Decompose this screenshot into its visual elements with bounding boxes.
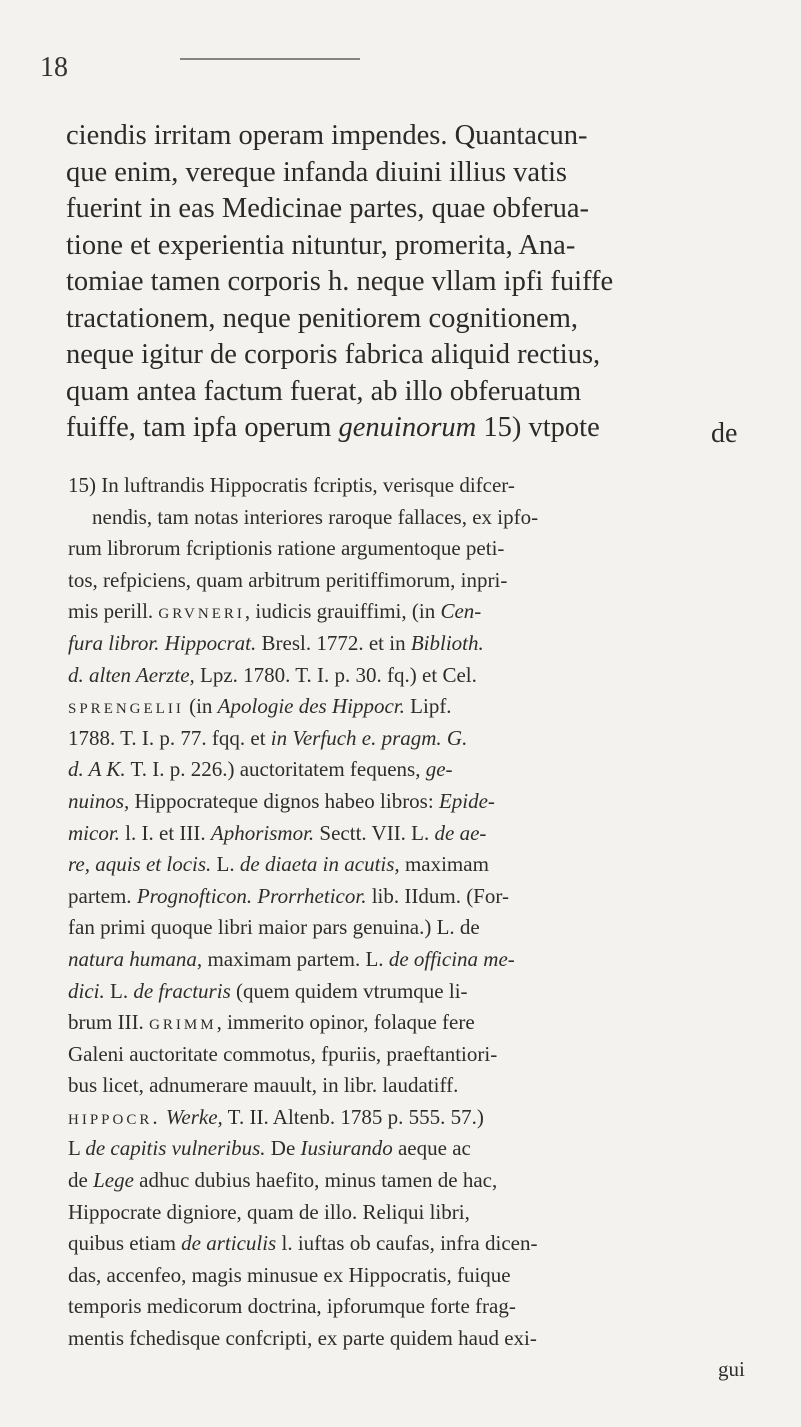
italic-run: dici.	[68, 978, 105, 1003]
footnote-line: temporis medicorum doctrina, ipforumque forte frag-	[68, 1294, 516, 1319]
text-run: l. iuftas ob caufas, infra dicen-	[276, 1231, 538, 1256]
text-run: Bresl. 1772. et in	[256, 630, 411, 655]
footnote-line	[68, 628, 760, 660]
text-run: De	[265, 1136, 301, 1161]
footnote-line	[68, 881, 760, 913]
smallcaps-run: sprengelii	[68, 694, 184, 719]
text-run: aeque ac	[392, 1136, 471, 1161]
italic-run: Prognofticon. Prorrheticor.	[136, 883, 367, 908]
smallcaps-run: hippocr.	[68, 1104, 161, 1129]
text-run: brum III.	[68, 1010, 150, 1035]
footnote-line	[68, 754, 760, 786]
text-run: L.	[211, 852, 240, 877]
text-run: Lpz. 1780. T. I. p. 30. fq.) et Cel.	[194, 662, 477, 687]
footnote-line	[68, 1102, 760, 1134]
text-run: T. I. p. 226.) auctoritatem fequens,	[125, 757, 426, 782]
footnote-line	[68, 818, 760, 850]
main-line	[66, 410, 756, 447]
footnote-line	[68, 660, 760, 692]
footnote-line	[68, 786, 760, 818]
smallcaps-run: grvneri	[158, 599, 245, 624]
italic-run: fura libror. Hippocrat.	[68, 630, 257, 655]
text-run: , iudicis grauiffimi, (in	[244, 599, 441, 624]
text-run: partem.	[68, 883, 137, 908]
text-run: lib. IIdum. (For-	[366, 883, 509, 908]
page-number: 18	[40, 52, 68, 83]
italic-run: Epide-	[438, 788, 495, 813]
text-run: maximam	[399, 852, 489, 877]
main-line: quam antea factum fuerat, ab illo obferuatum	[66, 375, 582, 407]
header-rule	[180, 58, 360, 60]
italic-run: Werke,	[160, 1104, 223, 1129]
italic-run: de capitis vulneribus.	[85, 1136, 266, 1161]
italic-run: ge-	[425, 757, 453, 782]
italic-run: de articulis	[181, 1231, 277, 1256]
main-line: tione et experientia nituntur, promerita, Ana-	[66, 229, 576, 261]
footnote-line	[68, 596, 760, 628]
catchword-footnote: gui	[718, 1357, 745, 1381]
text-run: L.	[104, 978, 134, 1003]
text-run: (quem quidem vtrumque li-	[230, 978, 468, 1003]
text-run: l. I. et III.	[119, 820, 211, 845]
text-run: fuiffe, tam ipfa operum	[66, 412, 339, 443]
italic-run: d. alten Aerzte,	[68, 662, 195, 687]
italic-run: de fracturis	[133, 978, 231, 1003]
italic-run: Cen-	[440, 599, 482, 624]
text-run: maximam partem. L.	[202, 946, 389, 971]
footnote-line: Hippocrate digniore, quam de illo. Reliqui libri,	[68, 1199, 470, 1224]
footnote-line: bus licet, adnumerare mauult, in libr. laudatiff.	[68, 1073, 459, 1098]
footnote	[68, 470, 760, 1355]
italic-run: nuinos,	[68, 788, 130, 813]
main-line: que enim, vereque infanda diuini illius vatis	[66, 156, 568, 188]
footnote-line: Galeni auctoritate commotus, fpuriis, praeftantiori-	[68, 1041, 498, 1066]
italic-run: de diaeta in acutis,	[239, 852, 400, 877]
footnote-line: mentis fchedisque confcripti, ex parte quidem haud exi-	[68, 1326, 537, 1351]
footnote-line: nendis, tam notas interiores raroque fallaces, ex ipfo-	[92, 504, 539, 529]
text-run: (in	[183, 694, 218, 719]
text-run: 1788. T. I. p. 77. fqq. et	[68, 725, 271, 750]
footnote-line	[68, 1007, 760, 1039]
text-run: de	[68, 1168, 94, 1193]
italic-run: de officina me-	[388, 946, 515, 971]
main-text	[66, 118, 756, 447]
text-run: Lipf.	[404, 694, 452, 719]
footnote-line: fan primi quoque libri maior pars genuina.) L. de	[68, 915, 480, 940]
main-line: tomiae tamen corporis h. neque vllam ipfi fuiffe	[66, 266, 614, 297]
smallcaps-run: grimm	[149, 1010, 217, 1035]
italic-run: natura humana,	[68, 946, 203, 971]
text-run: Hippocrateque dignos habeo libros:	[129, 788, 439, 813]
main-line: neque igitur de corporis fabrica aliquid rectius,	[66, 339, 601, 370]
italic-run: Biblioth.	[410, 630, 484, 655]
italic-run: de ae-	[434, 820, 487, 845]
footnote-line	[68, 691, 760, 723]
italic-run: in Verfuch e. pragm. G.	[270, 725, 468, 750]
catchword-main: de	[711, 418, 738, 449]
text-run: 15) vtpote	[476, 412, 600, 443]
italic-run: d. A K.	[68, 757, 126, 782]
footnote-line: rum librorum fcriptionis ratione argumentoque peti-	[68, 536, 505, 561]
footnote-line	[68, 1165, 760, 1197]
text-run: mis perill.	[68, 599, 159, 624]
text-run: L	[68, 1136, 86, 1161]
text-run: Sectt. VII. L.	[314, 820, 435, 845]
footnote-line: 15) In luftrandis Hippocratis fcriptis, verisque difcer-	[68, 473, 515, 497]
italic-run: Apologie des Hippocr.	[217, 694, 405, 719]
main-line: ciendis irritam operam impendes. Quantacun-	[66, 120, 588, 151]
main-line: fuerint in eas Medicinae partes, quae obferua-	[66, 193, 590, 224]
footnote-line	[68, 723, 760, 755]
text-run: quibus etiam	[68, 1231, 182, 1256]
text-run: adhuc dubius haefito, minus tamen de hac,	[133, 1168, 498, 1193]
footnote-line	[68, 1228, 760, 1260]
italic-run: Lege	[93, 1168, 134, 1193]
text-run: T. II. Altenb. 1785 p. 555. 57.)	[222, 1104, 484, 1129]
footnote-line	[68, 849, 760, 881]
footnote-line	[68, 944, 760, 976]
italic-run: Aphorismor.	[210, 820, 315, 845]
footnote-line: das, accenfeo, magis minusue ex Hippocratis, fuique	[68, 1262, 511, 1287]
italic-run: Iusiurando	[300, 1136, 393, 1161]
footnote-line	[68, 976, 760, 1008]
text-run: , immerito opinor, folaque fere	[216, 1010, 475, 1035]
italic-run: re, aquis et locis.	[68, 852, 212, 877]
main-line: tractationem, neque penitiorem cognitionem,	[66, 302, 579, 334]
footnote-line: tos, refpiciens, quam arbitrum peritiffimorum, inpri-	[68, 567, 508, 592]
italic-run: micor.	[68, 820, 120, 845]
italic-run: genuinorum	[338, 412, 477, 443]
footnote-line	[68, 1133, 760, 1165]
